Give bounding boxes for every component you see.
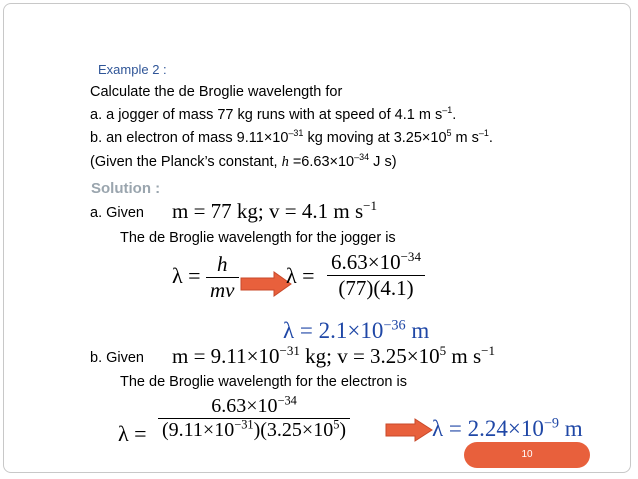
part-a-post: .: [452, 107, 457, 123]
planck-mid: =6.63×10: [288, 154, 355, 170]
part-b-sup1: –31: [288, 128, 304, 139]
intro-text: Calculate the de Broglie wavelength for: [90, 84, 343, 100]
page-number-badge: 10: [464, 442, 590, 468]
b-result-sup: −9: [543, 415, 560, 432]
a-fraction: [327, 250, 425, 301]
a-h-over-mv: [206, 252, 239, 303]
b-given-eq1: m = 9.11×10: [172, 344, 280, 368]
b-given-sup1: −31: [279, 343, 300, 358]
b-denominator: [158, 418, 350, 442]
right-arrow-icon: [385, 418, 433, 442]
a-numerator: [327, 250, 425, 275]
a-given-sup: −1: [363, 198, 377, 213]
b-num: 6.63×10: [211, 395, 278, 417]
a-numerator-h: h: [217, 252, 228, 276]
part-b-sup3: –1: [478, 128, 489, 139]
b-lambda-label: λ =: [118, 421, 147, 446]
part-b-post: .: [488, 130, 493, 146]
a-result-sup: −36: [383, 317, 406, 334]
right-arrow-icon: [240, 271, 292, 297]
b-den2: )(3.25×10: [253, 419, 334, 441]
a-lambda-label: λ =: [172, 263, 201, 288]
a-denominator-mv: mv: [206, 277, 239, 303]
b-given-sup3: −1: [481, 343, 496, 358]
planck-post: J s): [369, 154, 397, 170]
a-num: 6.63×10: [331, 250, 401, 274]
a-num-sup: −34: [400, 249, 421, 264]
b-num-sup: −34: [277, 393, 297, 408]
a-denominator: (77)(4.1): [327, 275, 425, 301]
b-given-eq3: m s: [446, 344, 482, 368]
a-result: [283, 318, 429, 344]
b-result: [432, 416, 583, 442]
b-den3: ): [339, 419, 347, 441]
a-result-value: λ = 2.1×10: [283, 318, 384, 343]
planck-h: h: [281, 154, 289, 170]
planck-pre: (Given the Planck’s constant,: [90, 154, 282, 170]
b-fraction: [158, 395, 350, 442]
planck-sup: –34: [354, 152, 370, 163]
part-b-mid2: m s: [451, 130, 479, 146]
b-den1: (9.11×10: [162, 419, 235, 441]
part-a-text: [90, 107, 456, 123]
a-lambda2-label: λ =: [286, 263, 315, 288]
planck-text: [90, 154, 397, 171]
b-result-value: λ = 2.24×10: [432, 416, 544, 441]
b-result-unit: m: [559, 416, 583, 441]
b-intro-text: The de Broglie wavelength for the electron is: [120, 374, 407, 390]
b-given-sup2: 5: [439, 343, 447, 358]
part-b-pre: b. an electron of mass 9.11×10: [90, 130, 289, 146]
b-given-equation: [172, 344, 495, 369]
b-den-sup1: −31: [234, 417, 254, 432]
part-a-pre: a. a jogger of mass 77 kg runs with at speed of 4.1 m s: [90, 107, 443, 123]
part-a-sup: –1: [442, 105, 453, 116]
b-given-label: b. Given: [90, 350, 144, 366]
a-intro-text: The de Broglie wavelength for the jogger is: [120, 230, 396, 246]
a-given-equation: [172, 199, 377, 224]
b-numerator: [158, 395, 350, 418]
part-b-mid: kg moving at 3.25×10: [303, 130, 447, 146]
b-given-eq2: kg; v = 3.25×10: [299, 344, 440, 368]
a-given-label: a. Given: [90, 205, 144, 221]
part-b-sup2: 5: [446, 128, 452, 139]
example-title: Example 2 :: [98, 62, 167, 77]
a-result-unit: m: [405, 318, 430, 343]
part-b-text: [90, 130, 493, 146]
a-given-eq: m = 77 kg; v = 4.1 m s: [172, 199, 364, 223]
solution-label: Solution :: [91, 180, 161, 197]
b-den-sup2: 5: [333, 417, 340, 432]
